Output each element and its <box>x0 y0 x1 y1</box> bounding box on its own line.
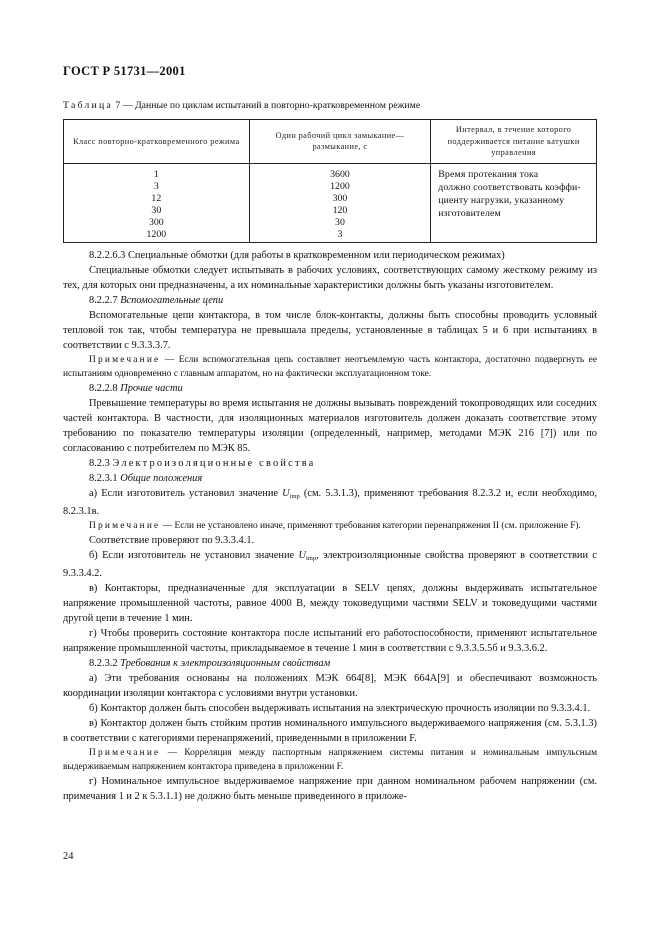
paragraph: Вспомогательные цепи контактора, в том числе блок-контакты, должны быть способны проводить условный тепловой ток так, чтобы температура не превышала пределы, установленные в таблицах 5 и 6 при испытаниях в соответствии с 9.3.3.3.7. <box>63 310 597 351</box>
table-row <box>64 163 597 242</box>
table-cell: 3600 <box>330 168 350 180</box>
section-number: 8.2.2.7 <box>89 295 118 306</box>
section-heading <box>63 456 597 471</box>
standard-header: ГОСТ Р 51731—2001 <box>63 64 186 78</box>
table-cell: 3 <box>337 228 343 240</box>
section-title: Электроизоляционные свойства <box>112 458 316 469</box>
cycle-column <box>249 163 431 242</box>
note-text: — Корреляция между паспортным напряжением системы питания и номинальным импульсным выдерживаемым напряжением контактора приведена в приложении F. <box>63 748 597 772</box>
section-title: Прочие части <box>120 383 183 394</box>
section-title: Общие положения <box>120 473 203 484</box>
header-interval: Интервал, в течение которого поддерживается питание катушки управления <box>431 120 597 164</box>
table-caption-text: 7 — Данные по циклам испытаний в повторно-кратковременном режиме <box>112 100 421 111</box>
table-caption-word: Таблица <box>63 100 113 111</box>
symbol-subscript: imp <box>289 493 300 500</box>
paragraph: Специальные обмотки следует испытывать в рабочих условиях, соответствующих самому жесткому режиму из тех, для которых они предназначены, а их номинальные характеристики должны быть указаны изготовителем. <box>63 265 597 291</box>
document-body <box>63 248 597 804</box>
note-text: — Если не установлено иначе, применяют требования категории перенапряжения II (см. приложение F). <box>160 521 581 531</box>
paragraph-text: а) Если изготовитель установил значение <box>89 488 283 499</box>
class-column <box>64 163 250 242</box>
section-heading <box>63 381 597 396</box>
section-heading: 8.2.2.6.3 Специальные обмотки (для работы в кратковременном или периодическом режимах) <box>89 250 505 261</box>
table-cell: 1200 <box>330 180 350 192</box>
interval-column <box>431 163 597 242</box>
section-number: 8.2.3.2 <box>89 658 118 669</box>
paragraph: в) Контакторы, предназначенные для эксплуатации в SELV цепях, должны выдерживать испытательное напряжение промышленной частоты, равное 4000 В, между токоведущими частями SELV и токоведущими частями другой цепи в течение 1 мин. <box>63 583 597 624</box>
table-cell: 1 <box>153 168 159 180</box>
section-heading <box>63 471 597 486</box>
header-cycle: Один рабочий цикл замыкание—размыкание, с <box>249 120 431 164</box>
cycle-data-table <box>63 119 597 243</box>
note <box>63 746 597 774</box>
interval-line: изготовителем <box>438 208 501 220</box>
table-header-row <box>64 120 597 164</box>
note-label: Примечание <box>89 355 161 365</box>
table-cell: 3 <box>153 180 159 192</box>
section-number: 8.2.3.1 <box>89 473 118 484</box>
section-number: 8.2.2.8 <box>89 383 118 394</box>
section-title: Требования к электроизоляционным свойствам <box>120 658 331 669</box>
section-heading <box>63 656 597 671</box>
paragraph: г) Чтобы проверить состояние контактора после испытаний его работоспособности, применяют испытательное напряжение промышленной частоты, прикладываемое в течение 1 мин в соответствии с 9.3.3.5.5б и 9.3.3.6.2. <box>63 628 597 654</box>
table-cell: 12 <box>151 192 162 204</box>
table-cell: 300 <box>332 192 348 204</box>
paragraph: а) Эти требования основаны на положениях МЭК 664[8], МЭК 664А[9] и обеспечивают возможность координации изоляции контактора с условиями внутри установки. <box>63 673 597 699</box>
note <box>63 519 597 533</box>
paragraph <box>63 548 597 581</box>
paragraph: б) Контактор должен быть способен выдерживать испытания на электрическую прочность изоляции по 9.3.3.4.1. <box>89 703 591 714</box>
paragraph-text: (см. 5.3.1.3), применяют требования 8.2.3.2 и, если необходимо, 8.2.3.1в. <box>63 488 597 517</box>
note-label: Примечание <box>89 521 161 531</box>
paragraph: в) Контактор должен быть стойким против номинального импульсного выдерживаемого напряжения (см. 5.3.1.3) в соответствии с категориями перенапряжений, приведенными в приложении F. <box>63 718 597 744</box>
note-text: — Если вспомогательная цепь составляет неотъемлемую часть контактора, достаточно подвергнуть ее испытаниям одновременно с главным аппаратом, но на фактически эксплуатационном токе. <box>63 355 597 379</box>
section-number: 8.2.3 <box>89 458 110 469</box>
symbol-subscript: imp <box>306 555 317 562</box>
interval-line: Время протекания тока <box>438 168 539 180</box>
section-title: Вспомогательные цепи <box>120 295 224 306</box>
paragraph: Соответствие проверяют по 9.3.3.4.1. <box>89 535 255 546</box>
page-number: 24 <box>63 851 74 862</box>
table-cell: 30 <box>151 204 162 216</box>
note-label: Примечание <box>89 748 161 758</box>
section-heading <box>63 293 597 308</box>
table-cell: 1200 <box>146 228 167 240</box>
header-class: Класс повторно-кратковременного режима <box>64 120 250 164</box>
symbol: U <box>282 488 290 499</box>
note <box>63 353 597 381</box>
paragraph-text: б) Если изготовитель не установил значение <box>89 550 299 561</box>
interval-line: циенту нагрузки, указанному <box>438 194 565 206</box>
table-cell: 120 <box>332 204 348 216</box>
table-cell: 300 <box>148 216 164 228</box>
paragraph <box>63 486 597 519</box>
paragraph: г) Номинальное импульсное выдерживаемое напряжение при данном номинальном рабочем напряжении (см. примечания 1 и 2 к 5.3.1.1) не должно быть меньше приведенного в приложе- <box>63 776 597 802</box>
paragraph-text: , электроизоляционные свойства проверяют в соответствии с 9.3.3.4.2. <box>63 550 597 579</box>
table-caption <box>63 100 420 111</box>
interval-line: должно соответствовать коэффи- <box>438 181 581 193</box>
paragraph: Превышение температуры во время испытания не должны вызывать повреждений токопроводящих или соседних частей контактора. В частности, для изоляционных материалов изготовитель должен доказать соответствие этому требованию по показателю температуры изоляции (определенный, например, методами МЭК 216 [7]) или по согласованию с потребителем по МЭК 85. <box>63 398 597 454</box>
table-cell: 30 <box>335 216 345 228</box>
symbol: U <box>298 550 306 561</box>
